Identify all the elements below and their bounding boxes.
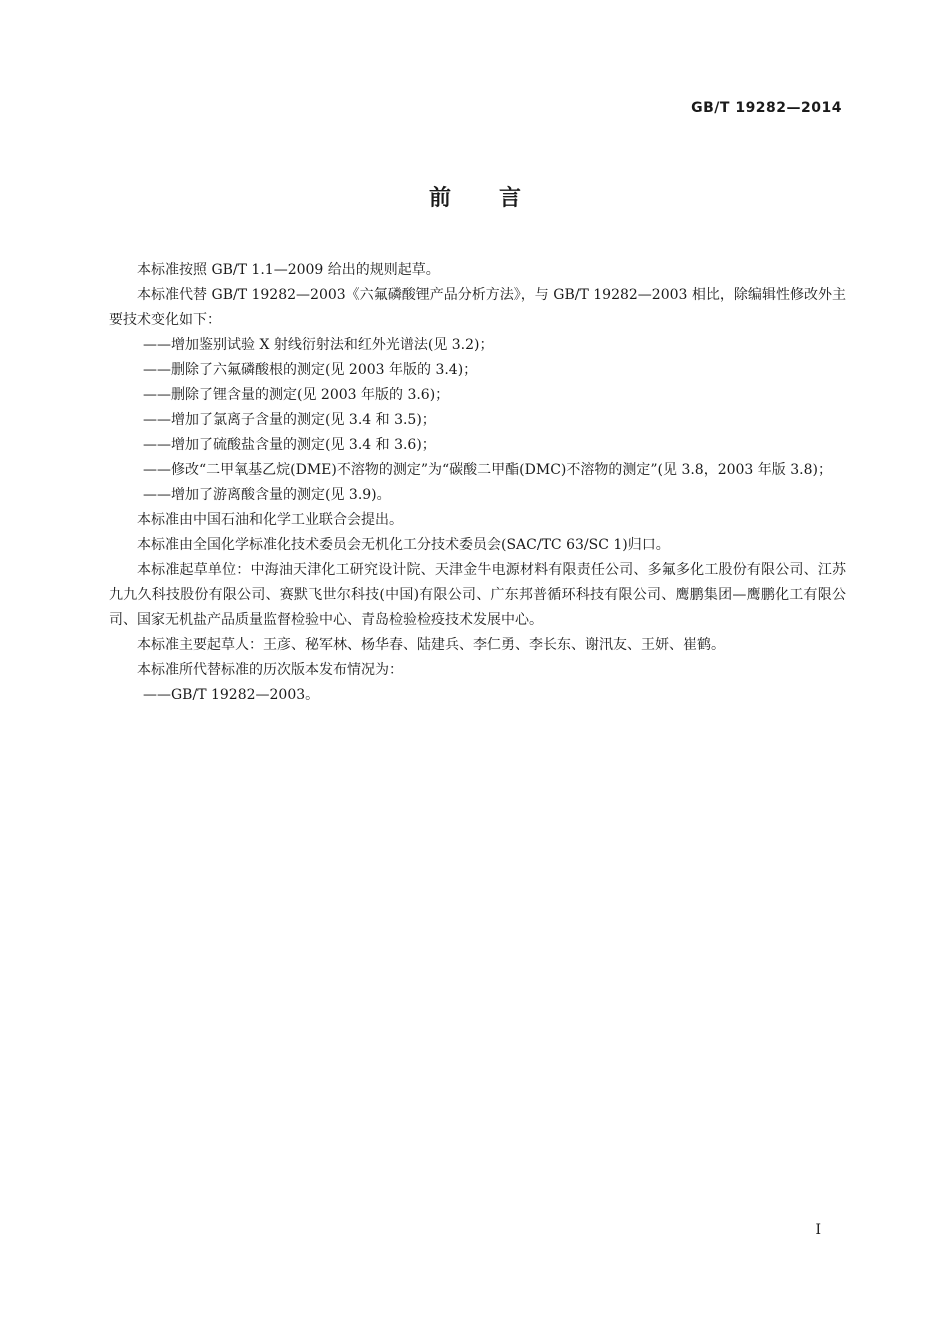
list-item: [109, 483, 846, 508]
list-item: [109, 383, 846, 408]
change-item-text: 删除了六氟磷酸根的测定(见 2003 年版的 3.4)；: [171, 362, 478, 378]
change-item-text: 增加了氯离子含量的测定(见 3.4 和 3.5)；: [171, 412, 436, 428]
list-item: [109, 333, 846, 358]
previous-version-text: GB/T 19282—2003。: [171, 687, 320, 703]
paragraph-drafting-rules: 本标准按照 GB/T 1.1—2009 给出的规则起草。: [137, 262, 440, 278]
list-item: [109, 358, 846, 383]
list-item: [109, 458, 846, 483]
paragraph-drafters: 本标准主要起草人：王彦、秘军林、杨华春、陆建兵、李仁勇、李长东、谢汛友、王妍、崔鹤。: [137, 637, 725, 653]
change-item-text: 增加了硫酸盐含量的测定(见 3.4 和 3.6)；: [171, 437, 436, 453]
paragraph-version-history: 本标准所代替标准的历次版本发布情况为：: [137, 662, 403, 678]
page-title: 前言: [428, 186, 569, 211]
change-item-text: 修改“二甲氧基乙烷(DME)不溶物的测定”为“碳酸二甲酯(DMC)不溶物的测定”(见 3.8，2003 年版 3.8)；: [171, 462, 832, 478]
change-item-text: 增加了游离酸含量的测定(见 3.9)。: [171, 487, 391, 503]
foreword-body: [109, 258, 846, 708]
list-item: [109, 433, 846, 458]
page-number: I: [815, 1222, 821, 1238]
list-item: [109, 408, 846, 433]
list-item: [109, 683, 846, 708]
paragraph-proposer: 本标准由中国石油和化学工业联合会提出。: [137, 512, 403, 528]
paragraph-replaces: 本标准代替 GB/T 19282—2003《六氟磷酸锂产品分析方法》，与 GB/T 19282—2003 相比，除编辑性修改外主要技术变化如下：: [109, 287, 846, 328]
change-item-text: 删除了锂含量的测定(见 2003 年版的 3.6)；: [171, 387, 450, 403]
paragraph-drafting-units: 本标准起草单位：中海油天津化工研究设计院、天津金牛电源材料有限责任公司、多氟多化工股份有限公司、江苏九九久科技股份有限公司、赛默飞世尔科技(中国)有限公司、广东邦普循环科技有限公司、鹰鹏集团—鹰鹏化工有限公司、国家无机盐产品质量监督检验中心、青岛检验检疫技术发展中心。: [109, 562, 846, 628]
paragraph-committee: 本标准由全国化学标准化技术委员会无机化工分技术委员会(SAC/TC 63/SC 1)归口。: [137, 537, 670, 553]
standard-number: GB/T 19282—2014: [691, 100, 842, 116]
change-item-text: 增加鉴别试验 X 射线衍射法和红外光谱法(见 3.2)；: [171, 337, 494, 353]
